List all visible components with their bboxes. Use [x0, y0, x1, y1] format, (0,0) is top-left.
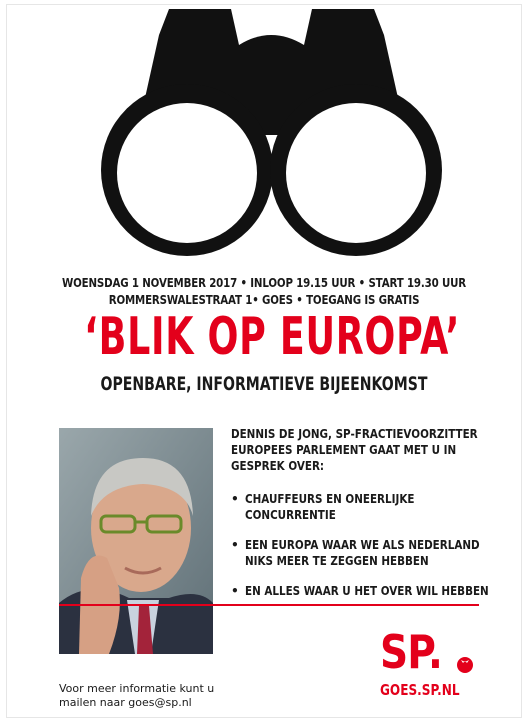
contact-info: [59, 682, 299, 710]
list-item: [231, 583, 501, 599]
speaker-photo: [59, 428, 213, 654]
binoculars-icon: [99, 5, 444, 257]
logo-url: GOES.SP.NL: [380, 681, 460, 699]
tomato-icon: [456, 655, 474, 673]
contact-line: mailen naar goes@sp.nl: [59, 696, 192, 709]
contact-line: Voor meer informatie kunt u: [59, 682, 215, 695]
event-date-time: WOENSDAG 1 NOVEMBER 2017 • INLOOP 19.15 UUR • START 19.30 UUR: [61, 275, 467, 290]
speaker-intro: [231, 426, 501, 474]
list-item-text: NIKS MEER TE ZEGGEN HEBBEN: [245, 554, 429, 568]
logo-letters: SP.: [380, 625, 442, 679]
speaker-line: DENNIS DE JONG, SP-FRACTIEVOORZITTER: [231, 427, 478, 441]
list-item: [231, 491, 501, 523]
bullet-icon: •: [231, 538, 239, 552]
topic-list: [231, 491, 501, 599]
poster-subtitle: OPENBARE, INFORMATIEVE BIJEENKOMST: [100, 373, 428, 395]
list-item-text: EN ALLES WAAR U HET OVER WIL HEBBEN: [245, 584, 489, 598]
bullet-icon: •: [231, 492, 239, 506]
sp-logo: [380, 625, 480, 709]
speaker-line: EUROPEES PARLEMENT GAAT MET U IN: [231, 443, 457, 457]
bullet-icon: •: [231, 584, 239, 598]
event-location: ROMMERSWALESTRAAT 1• GOES • TOEGANG IS GRATIS: [108, 292, 420, 307]
event-poster: [6, 4, 522, 718]
list-item: [231, 537, 501, 569]
list-item-text: CHAUFFEURS EN ONEERLIJKE: [245, 492, 415, 506]
poster-title: ‘BLIK OP EUROPA’: [84, 307, 461, 367]
list-item-text: EEN EUROPA WAAR WE ALS NEDERLAND: [245, 538, 480, 552]
list-item-text: CONCURRENTIE: [245, 508, 336, 522]
divider: [59, 604, 479, 606]
speaker-line: GESPREK OVER:: [231, 459, 325, 473]
